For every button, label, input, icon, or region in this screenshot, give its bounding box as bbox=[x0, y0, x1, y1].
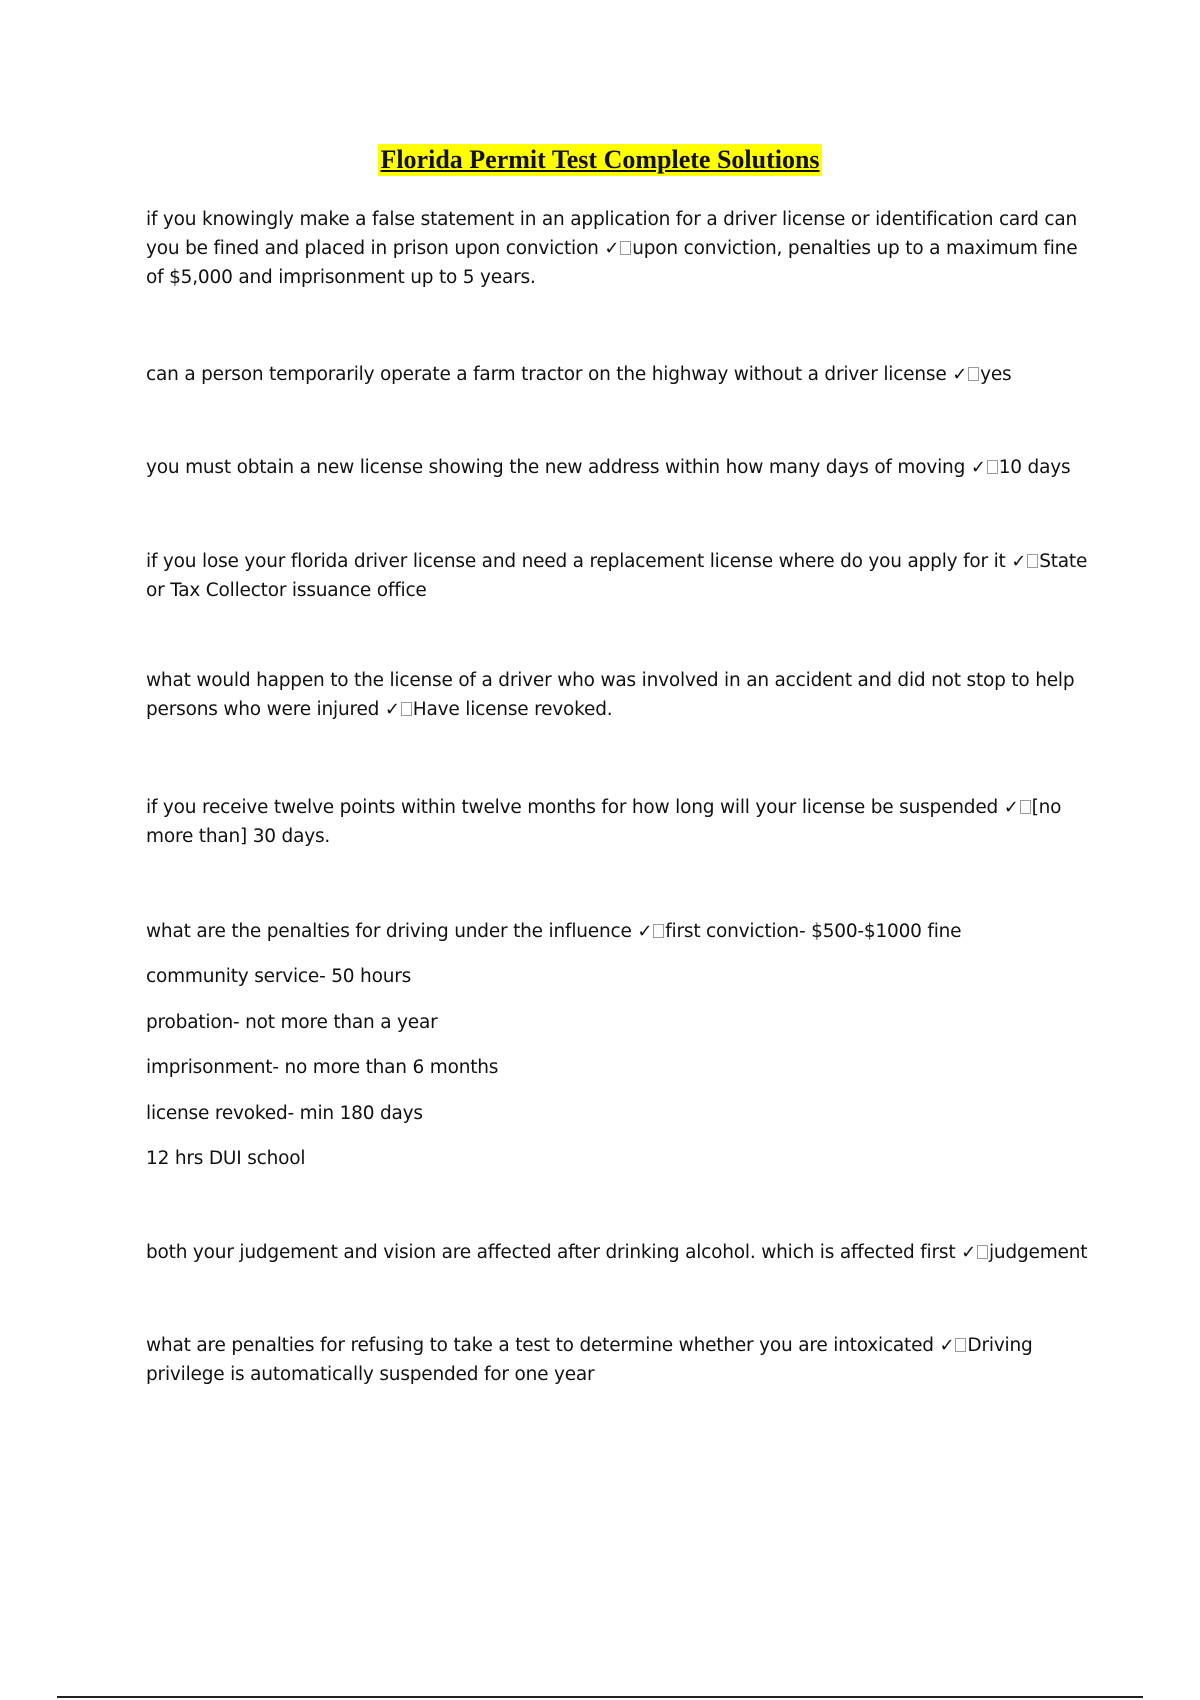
answer-text: upon conviction, penalties up to a maximum fine of $5,000 and imprisonment up to 5 years. bbox=[146, 238, 1078, 288]
qa-item bbox=[146, 666, 1091, 724]
answer-text: State or Tax Collector issuance office bbox=[146, 551, 1088, 601]
check-mark-icon: ✓ bbox=[637, 921, 653, 942]
qa-item bbox=[146, 453, 1091, 482]
check-mark-icon: ✓ bbox=[939, 1335, 955, 1356]
dui-detail-line: probation- not more than a year bbox=[146, 1012, 438, 1033]
page-bottom-divider bbox=[57, 1696, 1143, 1698]
answer-text: Have license revoked. bbox=[412, 699, 613, 720]
check-mark-icon: ✓ bbox=[970, 457, 986, 478]
question-text: can a person temporarily operate a farm tractor on the highway without a driver license bbox=[146, 364, 947, 385]
answer-text: judgement bbox=[988, 1242, 1088, 1263]
qa-item bbox=[146, 793, 1091, 851]
answer-box-icon bbox=[987, 460, 998, 474]
qa-item bbox=[146, 547, 1091, 605]
question-text: what would happen to the license of a driver who was involved in an accident and did not stop to help persons who were injured bbox=[146, 670, 1075, 720]
answer-box-icon bbox=[1020, 800, 1031, 814]
qa-item bbox=[146, 1331, 1091, 1389]
dui-detail-line: community service- 50 hours bbox=[146, 966, 412, 987]
check-mark-icon: ✓ bbox=[961, 1242, 976, 1263]
answer-box-icon bbox=[977, 1245, 988, 1259]
question-text: what are the penalties for driving under the influence bbox=[146, 921, 632, 942]
question-text: if you knowingly make a false statement in an application for a driver license or identification card can you be fined and placed in prison upon conviction bbox=[146, 209, 1078, 259]
answer-box-icon bbox=[968, 367, 979, 381]
question-text: what are penalties for refusing to take a test to determine whether you are intoxicated bbox=[146, 1335, 934, 1356]
question-text: if you lose your florida driver license and need a replacement license where do you apply for it bbox=[146, 551, 1006, 572]
qa-item bbox=[146, 360, 1091, 389]
answer-text: 10 days bbox=[998, 457, 1071, 478]
check-mark-icon: ✓ bbox=[1011, 551, 1027, 572]
dui-detail-line: 12 hrs DUI school bbox=[146, 1148, 306, 1169]
answer-text: first conviction- $500-$1000 fine bbox=[665, 921, 962, 942]
answer-text: Driving privilege is automatically suspended for one year bbox=[146, 1335, 1033, 1385]
answer-text: yes bbox=[980, 364, 1012, 385]
qa-item bbox=[146, 917, 1091, 946]
check-mark-icon: ✓ bbox=[1003, 797, 1019, 818]
dui-detail-line: license revoked- min 180 days bbox=[146, 1103, 423, 1124]
question-text: if you receive twelve points within twelve months for how long will your license be suspended bbox=[146, 797, 999, 818]
check-mark-icon: ✓ bbox=[604, 238, 620, 259]
answer-box-icon bbox=[955, 1338, 966, 1352]
dui-detail-line: imprisonment- no more than 6 months bbox=[146, 1057, 499, 1078]
answer-text: [no more than] 30 days. bbox=[146, 797, 1062, 847]
qa-item bbox=[146, 205, 1091, 292]
answer-box-icon bbox=[401, 702, 412, 716]
question-text: both your judgement and vision are affected after drinking alcohol. which is affected first bbox=[146, 1242, 956, 1263]
qa-item bbox=[146, 1238, 1091, 1267]
check-mark-icon: ✓ bbox=[952, 364, 968, 385]
answer-box-icon bbox=[620, 241, 631, 255]
check-mark-icon: ✓ bbox=[384, 699, 400, 720]
page-title: Florida Permit Test Complete Solutions bbox=[380, 145, 820, 174]
answer-box-icon bbox=[1027, 554, 1038, 568]
answer-box-icon bbox=[653, 924, 664, 938]
title-container bbox=[0, 144, 1200, 176]
question-text: you must obtain a new license showing the new address within how many days of moving bbox=[146, 457, 966, 478]
